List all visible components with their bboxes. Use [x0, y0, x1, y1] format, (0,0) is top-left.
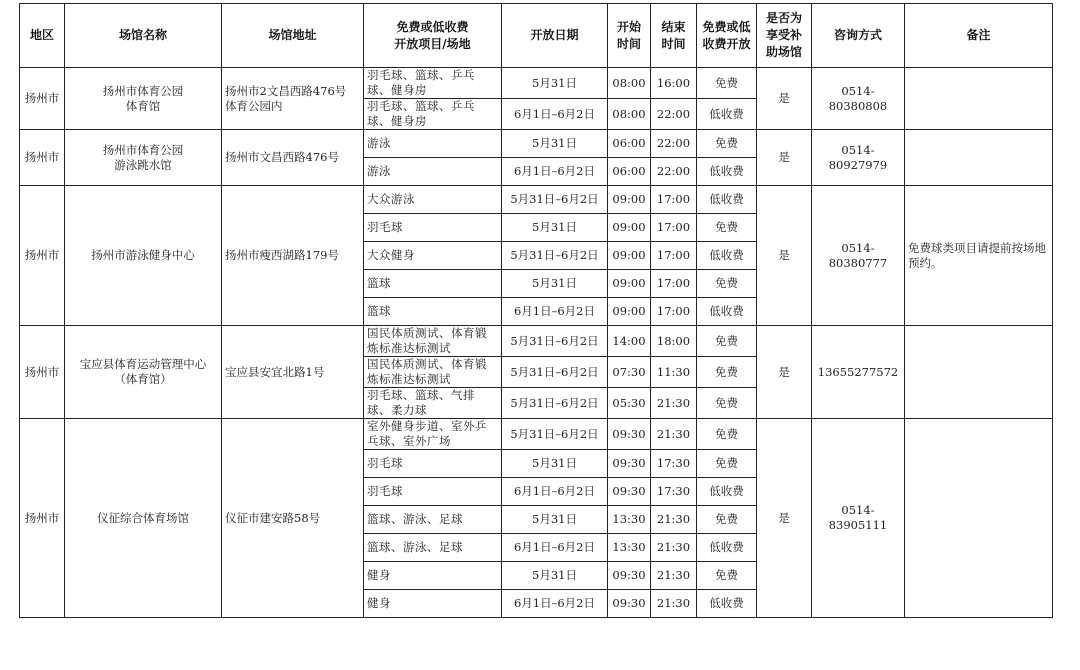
header-row: [20, 4, 1053, 68]
open-item-cell: 大众游泳: [364, 186, 502, 214]
venue-address-cell: 仪征市建安路58号: [222, 419, 364, 618]
open-item-cell: 篮球: [364, 270, 502, 298]
venue-address-cell: 宝应县安宜北路1号: [222, 326, 364, 419]
open-item-cell: 羽毛球: [364, 450, 502, 478]
open-date-cell: 6月1日–6月2日: [502, 298, 608, 326]
start-time-cell: 09:00: [608, 242, 651, 270]
note-cell: [905, 326, 1053, 419]
open-date-cell: 6月1日–6月2日: [502, 158, 608, 186]
end-time-cell: 17:00: [651, 242, 697, 270]
end-time-cell: 17:00: [651, 214, 697, 242]
fee-type-cell: 低收费: [697, 186, 757, 214]
open-date-cell: 5月31日: [502, 68, 608, 99]
header-items: 免费或低收费 开放项目/场地: [364, 4, 502, 68]
open-date-cell: 5月31日–6月2日: [502, 419, 608, 450]
end-time-cell: 21:30: [651, 534, 697, 562]
open-date-cell: 5月31日–6月2日: [502, 388, 608, 419]
header-contact: 咨询方式: [812, 4, 905, 68]
note-cell: [905, 68, 1053, 130]
open-date-cell: 5月31日–6月2日: [502, 186, 608, 214]
fee-type-cell: 低收费: [697, 158, 757, 186]
venue-name-cell: 仪征综合体育场馆: [65, 419, 222, 618]
end-time-cell: 11:30: [651, 357, 697, 388]
open-item-cell: 羽毛球: [364, 214, 502, 242]
open-item-cell: 羽毛球、篮球、气排球、柔力球: [364, 388, 502, 419]
header-address: 场馆地址: [222, 4, 364, 68]
table-row: [20, 326, 1053, 357]
fee-type-cell: 低收费: [697, 298, 757, 326]
fee-type-cell: 免费: [697, 357, 757, 388]
fee-type-cell: 免费: [697, 388, 757, 419]
table-body: [20, 68, 1053, 618]
start-time-cell: 08:00: [608, 99, 651, 130]
start-time-cell: 14:00: [608, 326, 651, 357]
end-time-cell: 22:00: [651, 158, 697, 186]
end-time-cell: 22:00: [651, 99, 697, 130]
open-item-cell: 篮球、游泳、足球: [364, 534, 502, 562]
header-fee-type: 免费或低 收费开放: [697, 4, 757, 68]
open-item-cell: 篮球、游泳、足球: [364, 506, 502, 534]
fee-type-cell: 低收费: [697, 534, 757, 562]
start-time-cell: 09:30: [608, 450, 651, 478]
table-row: [20, 130, 1053, 158]
open-date-cell: 5月31日–6月2日: [502, 326, 608, 357]
open-item-cell: 游泳: [364, 130, 502, 158]
note-cell: [905, 419, 1053, 618]
open-item-cell: 游泳: [364, 158, 502, 186]
open-date-cell: 5月31日–6月2日: [502, 242, 608, 270]
start-time-cell: 09:00: [608, 270, 651, 298]
open-item-cell: 国民体质测试、体育锻炼标准达标测试: [364, 357, 502, 388]
start-time-cell: 06:00: [608, 130, 651, 158]
end-time-cell: 21:30: [651, 590, 697, 618]
open-date-cell: 6月1日–6月2日: [502, 534, 608, 562]
table-row: [20, 68, 1053, 99]
open-date-cell: 5月31日: [502, 450, 608, 478]
contact-cell: 0514-83905111: [812, 419, 905, 618]
start-time-cell: 13:30: [608, 506, 651, 534]
open-item-cell: 羽毛球、篮球、乒乓球、健身房: [364, 99, 502, 130]
fee-type-cell: 免费: [697, 562, 757, 590]
header-dates: 开放日期: [502, 4, 608, 68]
open-date-cell: 5月31日: [502, 214, 608, 242]
fee-type-cell: 低收费: [697, 590, 757, 618]
subsidy-cell: 是: [757, 68, 812, 130]
open-item-cell: 室外健身步道、室外乒乓球、室外广场: [364, 419, 502, 450]
subsidy-cell: 是: [757, 186, 812, 326]
fee-type-cell: 低收费: [697, 99, 757, 130]
header-region: 地区: [20, 4, 65, 68]
open-date-cell: 5月31日: [502, 506, 608, 534]
open-item-cell: 健身: [364, 562, 502, 590]
open-item-cell: 大众健身: [364, 242, 502, 270]
start-time-cell: 09:30: [608, 478, 651, 506]
region-cell: 扬州市: [20, 419, 65, 618]
end-time-cell: 21:30: [651, 388, 697, 419]
end-time-cell: 16:00: [651, 68, 697, 99]
end-time-cell: 21:30: [651, 562, 697, 590]
end-time-cell: 17:00: [651, 270, 697, 298]
region-cell: 扬州市: [20, 130, 65, 186]
subsidy-cell: 是: [757, 326, 812, 419]
end-time-cell: 17:00: [651, 298, 697, 326]
end-time-cell: 17:00: [651, 186, 697, 214]
region-cell: 扬州市: [20, 68, 65, 130]
start-time-cell: 08:00: [608, 68, 651, 99]
open-item-cell: 健身: [364, 590, 502, 618]
open-date-cell: 5月31日–6月2日: [502, 357, 608, 388]
open-date-cell: 5月31日: [502, 270, 608, 298]
note-cell: 免费球类项目请提前按场地预约。: [905, 186, 1053, 326]
note-cell: [905, 130, 1053, 186]
start-time-cell: 09:00: [608, 214, 651, 242]
start-time-cell: 13:30: [608, 534, 651, 562]
venue-table: [19, 3, 1053, 618]
start-time-cell: 09:30: [608, 419, 651, 450]
contact-cell: 0514-80380808: [812, 68, 905, 130]
venue-name-cell: 扬州市游泳健身中心: [65, 186, 222, 326]
open-item-cell: 国民体质测试、体育锻炼标准达标测试: [364, 326, 502, 357]
start-time-cell: 05:30: [608, 388, 651, 419]
open-item-cell: 篮球: [364, 298, 502, 326]
open-date-cell: 5月31日: [502, 562, 608, 590]
subsidy-cell: 是: [757, 419, 812, 618]
table-row: [20, 419, 1053, 450]
end-time-cell: 18:00: [651, 326, 697, 357]
end-time-cell: 21:30: [651, 419, 697, 450]
venue-address-cell: 扬州市文昌西路476号: [222, 130, 364, 186]
contact-cell: 0514-80927979: [812, 130, 905, 186]
start-time-cell: 09:00: [608, 186, 651, 214]
venue-name-cell: 扬州市体育公园 体育馆: [65, 68, 222, 130]
open-date-cell: 6月1日–6月2日: [502, 590, 608, 618]
end-time-cell: 22:00: [651, 130, 697, 158]
fee-type-cell: 免费: [697, 326, 757, 357]
fee-type-cell: 低收费: [697, 242, 757, 270]
header-notes: 备注: [905, 4, 1053, 68]
open-date-cell: 5月31日: [502, 130, 608, 158]
fee-type-cell: 免费: [697, 450, 757, 478]
header-venue: 场馆名称: [65, 4, 222, 68]
header-start-time: 开始 时间: [608, 4, 651, 68]
fee-type-cell: 低收费: [697, 478, 757, 506]
contact-cell: 13655277572: [812, 326, 905, 419]
fee-type-cell: 免费: [697, 419, 757, 450]
fee-type-cell: 免费: [697, 68, 757, 99]
fee-type-cell: 免费: [697, 506, 757, 534]
fee-type-cell: 免费: [697, 270, 757, 298]
venue-address-cell: 扬州市2文昌西路476号 体育公园内: [222, 68, 364, 130]
start-time-cell: 06:00: [608, 158, 651, 186]
open-item-cell: 羽毛球: [364, 478, 502, 506]
header-end-time: 结束 时间: [651, 4, 697, 68]
start-time-cell: 09:30: [608, 590, 651, 618]
end-time-cell: 17:30: [651, 478, 697, 506]
open-date-cell: 6月1日–6月2日: [502, 99, 608, 130]
venue-address-cell: 扬州市瘦西湖路179号: [222, 186, 364, 326]
end-time-cell: 21:30: [651, 506, 697, 534]
region-cell: 扬州市: [20, 326, 65, 419]
header-subsidy: 是否为 享受补 助场馆: [757, 4, 812, 68]
table-row: [20, 186, 1053, 214]
venue-name-cell: 宝应县体育运动管理中心 （体育馆）: [65, 326, 222, 419]
start-time-cell: 09:00: [608, 298, 651, 326]
start-time-cell: 07:30: [608, 357, 651, 388]
open-date-cell: 6月1日–6月2日: [502, 478, 608, 506]
fee-type-cell: 免费: [697, 130, 757, 158]
open-item-cell: 羽毛球、篮球、乒乓球、健身房: [364, 68, 502, 99]
end-time-cell: 17:30: [651, 450, 697, 478]
contact-cell: 0514-80380777: [812, 186, 905, 326]
fee-type-cell: 免费: [697, 214, 757, 242]
region-cell: 扬州市: [20, 186, 65, 326]
venue-name-cell: 扬州市体育公园 游泳跳水馆: [65, 130, 222, 186]
start-time-cell: 09:30: [608, 562, 651, 590]
subsidy-cell: 是: [757, 130, 812, 186]
